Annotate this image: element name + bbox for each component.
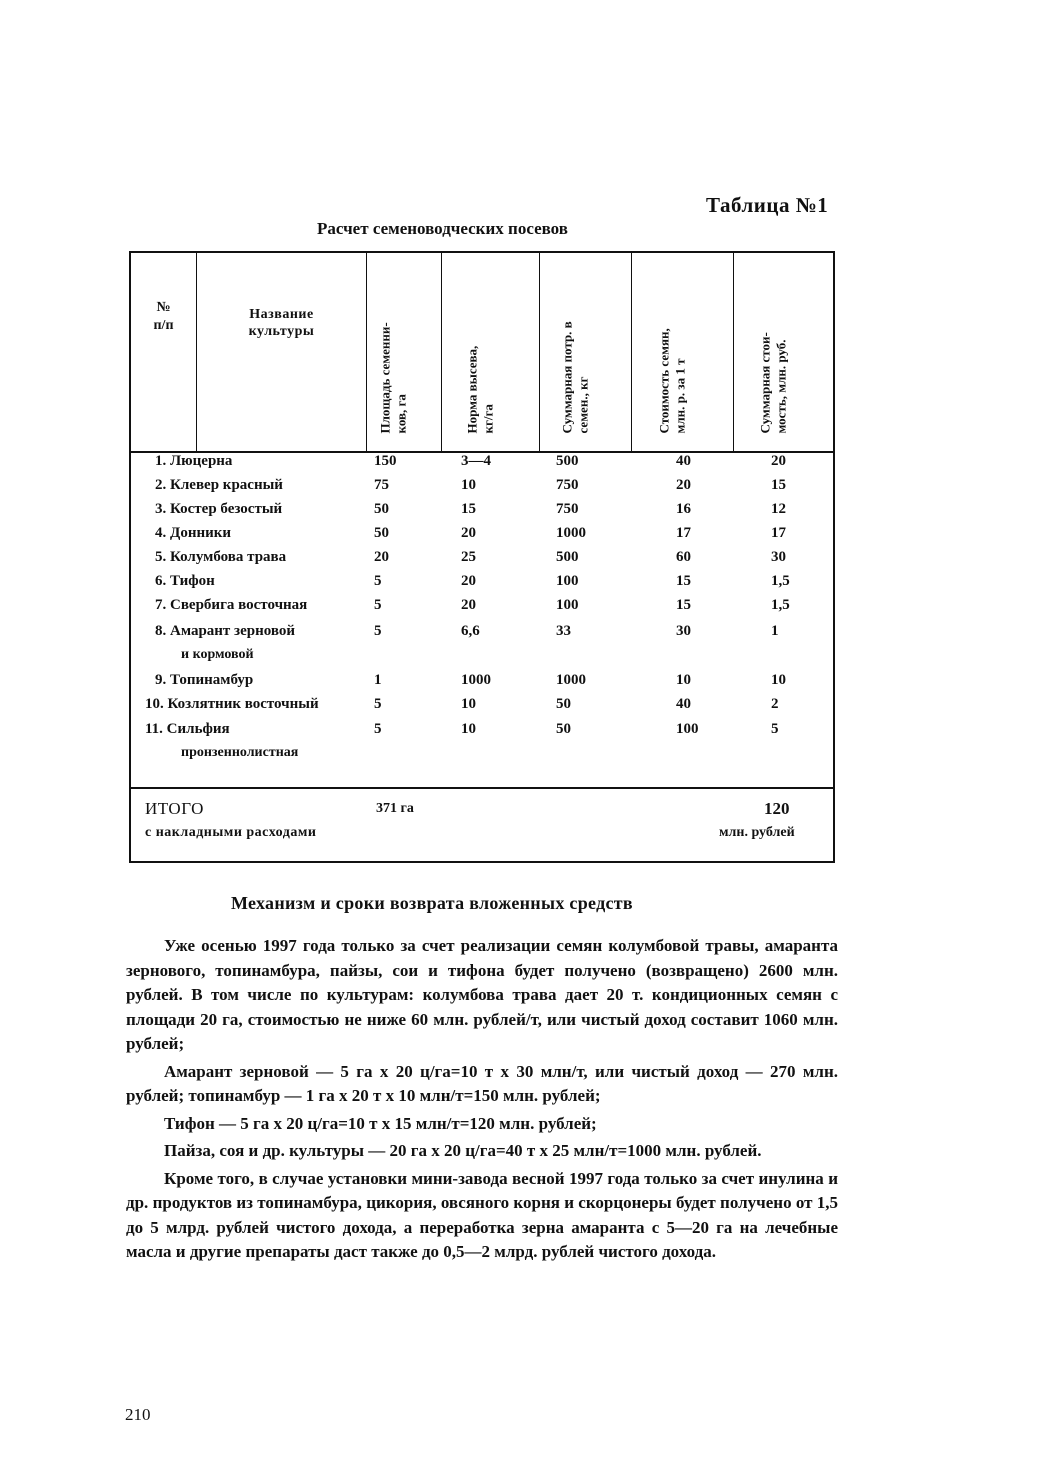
cell-sum: 500: [556, 549, 579, 565]
cell-name-continuation: и кормовой: [181, 647, 254, 662]
cell-name: 10. Козлятник восточный: [145, 696, 319, 712]
cell-norm: 20: [461, 573, 476, 589]
cell-cost: 100: [676, 721, 699, 737]
cell-sum: 50: [556, 696, 571, 712]
cell-name: 9. Топинамбур: [155, 672, 254, 688]
cell-sum: 33: [556, 623, 571, 639]
cell-name: 11. Сильфия: [145, 721, 230, 737]
cell-cost: 20: [676, 477, 691, 493]
table-row: [131, 501, 833, 525]
paragraph: Тифон — 5 га х 20 ц/га=10 т х 15 млн/т=120 млн. рублей;: [164, 1113, 597, 1133]
header-total-cost: [734, 253, 833, 451]
cell-total: 12: [771, 501, 786, 517]
header-cost-line2: млн. р. за 1 т: [672, 358, 688, 433]
table-footer: [131, 789, 833, 861]
table-row: [131, 453, 833, 477]
cell-sum: 750: [556, 477, 579, 493]
header-area-line1: Площадь семенни-: [377, 321, 393, 433]
table-row: [131, 525, 833, 549]
table-row: [131, 721, 833, 760]
cell-cost: 16: [676, 501, 691, 517]
section-title: Механизм и сроки возврата вложенных средств: [231, 893, 633, 913]
cell-norm: 20: [461, 525, 476, 541]
table-row: [131, 672, 833, 696]
cell-norm: 1000: [461, 672, 491, 688]
paragraph: Уже осенью 1997 года только за счет реализации семян колумбовой травы, амаранта зернового, топинамбура, пайзы, сои и тифона будет получено (возвращено) 2600 млн. рублей. В том числе по культурам: колумбова трава дает 20 т. кондиционных семян с площади 20 га, стоимостью не ниже 60 млн. рублей/т, или чистый доход составит 1060 млн. рублей;: [126, 936, 838, 1053]
header-number-line1: №: [156, 300, 171, 315]
header-norm-line1: Норма высева,: [464, 345, 479, 433]
cell-total: 10: [771, 672, 786, 688]
cell-sum: 50: [556, 721, 571, 737]
header-area: [367, 253, 442, 451]
cell-area: 75: [374, 477, 389, 493]
header-number-line2: п/п: [153, 317, 174, 333]
footer-unit: млн. рублей: [719, 825, 795, 840]
cell-area: 50: [374, 525, 389, 541]
header-number: [131, 253, 197, 451]
table-row: [131, 696, 833, 720]
table-row: [131, 623, 833, 662]
table-row: [131, 573, 833, 597]
cell-cost: 15: [676, 597, 691, 613]
cell-name: 1. Люцерна: [155, 453, 233, 469]
cell-name: 7. Свербига восточная: [155, 597, 308, 613]
cell-area: 5: [374, 573, 382, 589]
cell-norm: 10: [461, 477, 476, 493]
paragraph: Амарант зерновой — 5 га х 20 ц/га=10 т х 30 млн/т, или чистый доход — 270 млн. рублей; топинамбур — 1 га х 20 т х 10 млн/т=150 млн. рублей;: [126, 1061, 838, 1105]
table-number: Таблица №1: [706, 193, 829, 217]
body-text: [126, 934, 838, 1268]
header-name-line2: культуры: [248, 323, 315, 339]
cell-cost: 10: [676, 672, 691, 688]
cell-name: 2. Клевер красный: [155, 477, 283, 493]
cell-sum: 100: [556, 597, 579, 613]
cell-total: 1,5: [771, 597, 790, 613]
table-body: [131, 453, 833, 789]
cell-area: 5: [374, 721, 382, 737]
cell-total: 30: [771, 549, 786, 565]
cell-cost: 60: [676, 549, 691, 565]
header-sum-line2: семен., кг: [575, 376, 591, 433]
header-total-line1: Суммарная стои-: [757, 331, 772, 433]
cell-total: 2: [771, 696, 779, 712]
cell-norm: 3—4: [461, 453, 491, 469]
cell-norm: 6,6: [461, 623, 480, 639]
table-header: [131, 253, 833, 453]
paragraph: Кроме того, в случае установки мини-завода весной 1997 года только за счет инулина и др. продуктов из топинамбура, цикория, овсяного корня и скорцонеры будет получено от 1,5 до 5 млрд. рублей чистого дохода, а переработка зерна амаранта с 5—20 га на лечебные масла и другие препараты даст также до 0,5—2 млрд. рублей чистого дохода.: [126, 1168, 838, 1261]
paragraph: Пайза, соя и др. культуры — 20 га х 20 ц/га=40 т х 25 млн/т=1000 млн. рублей.: [164, 1141, 762, 1160]
cell-cost: 40: [676, 696, 691, 712]
cell-total: 1,5: [771, 573, 790, 589]
cell-norm: 15: [461, 501, 476, 517]
header-total-line2: мость, млн. руб.: [773, 339, 789, 433]
cell-cost: 15: [676, 573, 691, 589]
table-row: [131, 549, 833, 573]
header-crop-name: [197, 253, 367, 451]
header-norm-line2: кг/га: [480, 403, 496, 433]
table-row: [131, 597, 833, 621]
cell-sum: 100: [556, 573, 579, 589]
cell-name: 3. Костер безостый: [155, 501, 283, 517]
cell-total: 17: [771, 525, 786, 541]
cell-norm: 25: [461, 549, 476, 565]
cell-sum: 500: [556, 453, 579, 469]
header-total-seed-need: [540, 253, 632, 451]
cell-area: 5: [374, 623, 382, 639]
cell-total: 20: [771, 453, 786, 469]
cell-total: 15: [771, 477, 786, 493]
cell-area: 150: [374, 453, 397, 469]
page-number: 210: [125, 1405, 151, 1424]
footer-total-label: ИТОГО: [145, 799, 204, 818]
cell-area: 5: [374, 597, 382, 613]
cell-area: 50: [374, 501, 389, 517]
header-seeding-rate: [442, 253, 540, 451]
seed-table: [129, 251, 835, 863]
cell-cost: 40: [676, 453, 691, 469]
footer-overhead-label: с накладными расходами: [145, 825, 317, 840]
cell-name-continuation: пронзеннолистная: [181, 745, 299, 760]
footer-total-area: 371 га: [376, 801, 414, 816]
cell-area: 20: [374, 549, 389, 565]
cell-norm: 10: [461, 721, 476, 737]
cell-cost: 30: [676, 623, 691, 639]
cell-name: 4. Донники: [155, 525, 232, 541]
cell-cost: 17: [676, 525, 691, 541]
cell-sum: 750: [556, 501, 579, 517]
footer-total-sum: 120: [764, 799, 790, 818]
table-row: [131, 477, 833, 501]
table-title: Расчет семеноводческих посевов: [317, 219, 568, 238]
cell-sum: 1000: [556, 672, 586, 688]
cell-sum: 1000: [556, 525, 586, 541]
cell-area: 5: [374, 696, 382, 712]
cell-name: 6. Тифон: [155, 573, 215, 589]
cell-area: 1: [374, 672, 382, 688]
cell-norm: 10: [461, 696, 476, 712]
cell-total: 5: [771, 721, 779, 737]
cell-total: 1: [771, 623, 779, 639]
header-sum-line1: Суммарная потр. в: [559, 320, 574, 433]
cell-norm: 20: [461, 597, 476, 613]
header-seed-cost: [632, 253, 734, 451]
cell-name: 8. Амарант зерновой: [155, 623, 295, 639]
cell-name: 5. Колумбова трава: [155, 549, 287, 565]
header-area-line2: ков, га: [393, 393, 409, 433]
header-cost-line1: Стоимость семян,: [656, 327, 671, 433]
header-name-line1: Название: [249, 307, 314, 322]
